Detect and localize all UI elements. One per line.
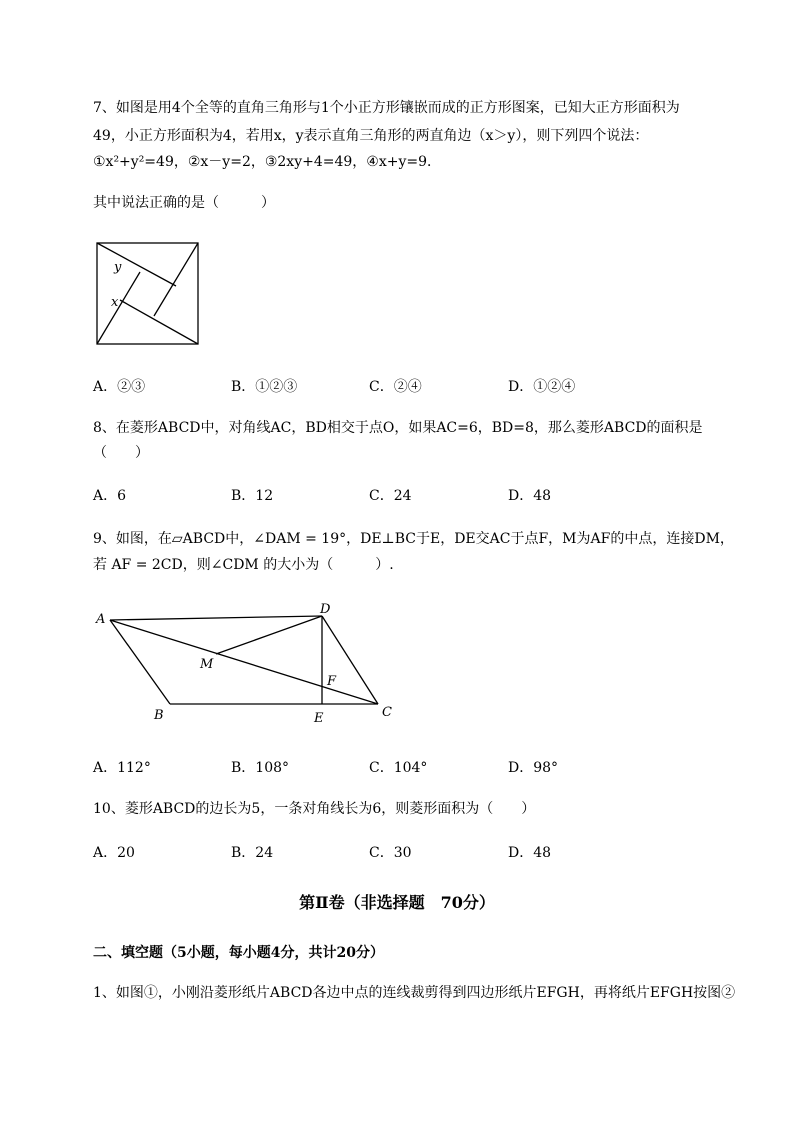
q10-option-c: C．30 (369, 845, 412, 861)
q7-text-line2: 49，小正方形面积为4，若用x，y表示直角三角形的两直角边（x＞y），则下列四个说法： (93, 128, 649, 144)
label-f: F (327, 674, 337, 689)
q8-text-line1: 8、在菱形ABCD中，对角线AC，BD相交于点O，如果AC=6，BD=8，那么菱形ABCD的面积是 (93, 420, 703, 436)
section-heading: 二、填空题（5小题，每小题4分，共计20分） (93, 945, 384, 961)
q9-text-line2: 若 AF = 2CD，则∠CDM 的大小为（ ）. (93, 557, 394, 573)
q7-option-a: A．②③ (93, 379, 146, 395)
q7-option-c: C．②④ (369, 379, 422, 395)
label-b: B (154, 708, 164, 723)
q9-option-d: D．98° (508, 760, 559, 776)
label-e: E (314, 711, 324, 726)
edge-ba (110, 620, 170, 704)
edge-dc (322, 616, 378, 704)
q7-text-line1: 7、如图是用4个全等的直角三角形与1个小正方形镶嵌而成的正方形图案，已知大正方形面积为 (93, 100, 680, 116)
q10-option-b: B．24 (231, 845, 274, 861)
label-a: A (96, 612, 106, 627)
q7-text-line3: ①x²+y²=49，②x－y=2，③2xy+4=49，④x+y=9． (93, 154, 442, 170)
q10-option-d: D．48 (508, 845, 552, 861)
q9-text-line1: 9、如图，在▱ABCD中，∠DAM = 19°，DE⊥BC于E，DE交AC于点F，M为AF的中点，连接DM， (93, 531, 734, 547)
diagonal-ac (110, 620, 378, 704)
q8-option-a: A．6 (93, 488, 127, 504)
edge-ad (110, 616, 322, 620)
q9-option-b: B．108° (231, 760, 290, 776)
label-c: C (382, 705, 392, 720)
tri-edge-1 (154, 243, 198, 316)
label-d: D (320, 602, 331, 617)
q7-text-line4: 其中说法正确的是（ ） (93, 195, 275, 211)
fig-label-x: x (111, 295, 119, 310)
q8-option-b: B．12 (231, 488, 274, 504)
q9-parallelogram-figure (88, 598, 408, 728)
segment-dm (216, 616, 322, 654)
q10-text-line1: 10、菱形ABCD的边长为5，一条对角线长为6，则菱形面积为（ ） (93, 801, 536, 817)
q8-option-c: C．24 (369, 488, 412, 504)
q7-option-d: D．①②④ (508, 379, 576, 395)
q9-option-a: A．112° (93, 760, 151, 776)
part2-title: 第Ⅱ卷（非选择题 70分） (299, 893, 495, 912)
q7-option-b: B．①②③ (231, 379, 298, 395)
q7-square-figure (90, 236, 205, 348)
fill-q1-text-line1: 1、如图①，小刚沿菱形纸片ABCD各边中点的连线裁剪得到四边形纸片EFGH，再将纸片EFGH按图② (93, 985, 736, 1001)
outer-square (97, 243, 198, 344)
tri-edge-4 (97, 243, 176, 286)
q8-option-d: D．48 (508, 488, 552, 504)
fig-label-y: y (114, 260, 122, 275)
label-m: M (200, 657, 214, 672)
q8-text-line2: （ ） (93, 445, 149, 461)
q9-option-c: C．104° (369, 760, 428, 776)
q10-option-a: A．20 (93, 845, 135, 861)
